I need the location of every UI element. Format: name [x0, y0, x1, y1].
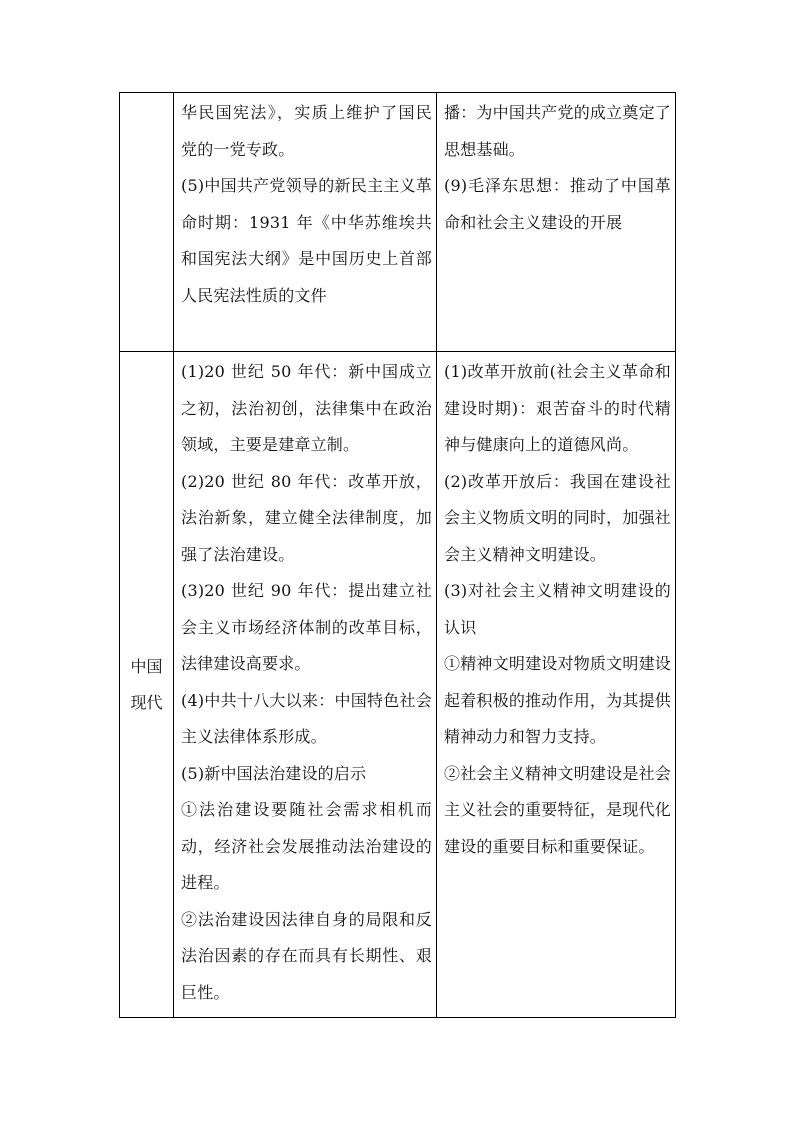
- culture-paragraph: (3)对社会主义精神文明建设的认识: [444, 581, 671, 637]
- history-comparison-table: [119, 92, 676, 1018]
- table-row: [120, 352, 676, 1018]
- culture-paragraph: 播：为中国共产党的成立奠定了思想基础。: [444, 103, 671, 159]
- period-label: 中国现代: [130, 656, 163, 712]
- law-paragraph: (2)20 世纪 80 年代：改革开放，法治新象，建立健全法律制度，加强了法治建设。: [181, 471, 432, 564]
- law-paragraph: (1)20 世纪 50 年代：新中国成立之初，法治初创，法律集中在政治领域，主要是建章立制。: [181, 362, 432, 454]
- culture-cell: [437, 93, 676, 352]
- law-paragraph: (5)新中国法治建设的启示: [181, 763, 367, 783]
- culture-paragraph: (9)毛泽东思想：推动了中国革命和社会主义建设的开展: [444, 176, 671, 232]
- culture-paragraph: ①精神文明建设对物质文明建设起着积极的推动作用，为其提供精神动力和智力支持。: [444, 654, 671, 746]
- law-paragraph: ②法治建设因法律自身的局限和反法治因素的存在而具有长期性、艰巨性。: [181, 909, 432, 1002]
- law-paragraph: ①法治建设要随社会需求相机而动，经济社会发展推动法治建设的进程。: [181, 800, 432, 892]
- culture-paragraph: (2)改革开放后：我国在建设社会主义物质文明的同时，加强社会主义精神文明建设。: [444, 471, 671, 564]
- culture-cell: [437, 352, 676, 1018]
- law-paragraph: 华民国宪法》，实质上维护了国民党的一党专政。: [181, 103, 432, 159]
- law-paragraph: (3)20 世纪 90 年代：提出建立社会主义市场经济体制的改革目标，法律建设高要求。: [181, 581, 432, 673]
- law-cell: [174, 352, 437, 1018]
- law-paragraph: (4)中共十八大以来：中国特色社会主义法律体系形成。: [181, 690, 432, 746]
- culture-paragraph: (1)改革开放前(社会主义革命和建设时期)：艰苦奋斗的时代精神与健康向上的道德风尚。: [444, 362, 671, 454]
- period-cell: [120, 352, 174, 1018]
- period-cell: [120, 93, 174, 352]
- law-cell: [174, 93, 437, 352]
- table-row: [120, 93, 676, 352]
- law-paragraph: (5)中国共产党领导的新民主主义革命时期：1931 年《中华苏维埃共和国宪法大纲》是中国历史上首部人民宪法性质的文件: [181, 176, 432, 305]
- culture-paragraph: ②社会主义精神文明建设是社会主义社会的重要特征，是现代化建设的重要目标和重要保证。: [444, 763, 671, 856]
